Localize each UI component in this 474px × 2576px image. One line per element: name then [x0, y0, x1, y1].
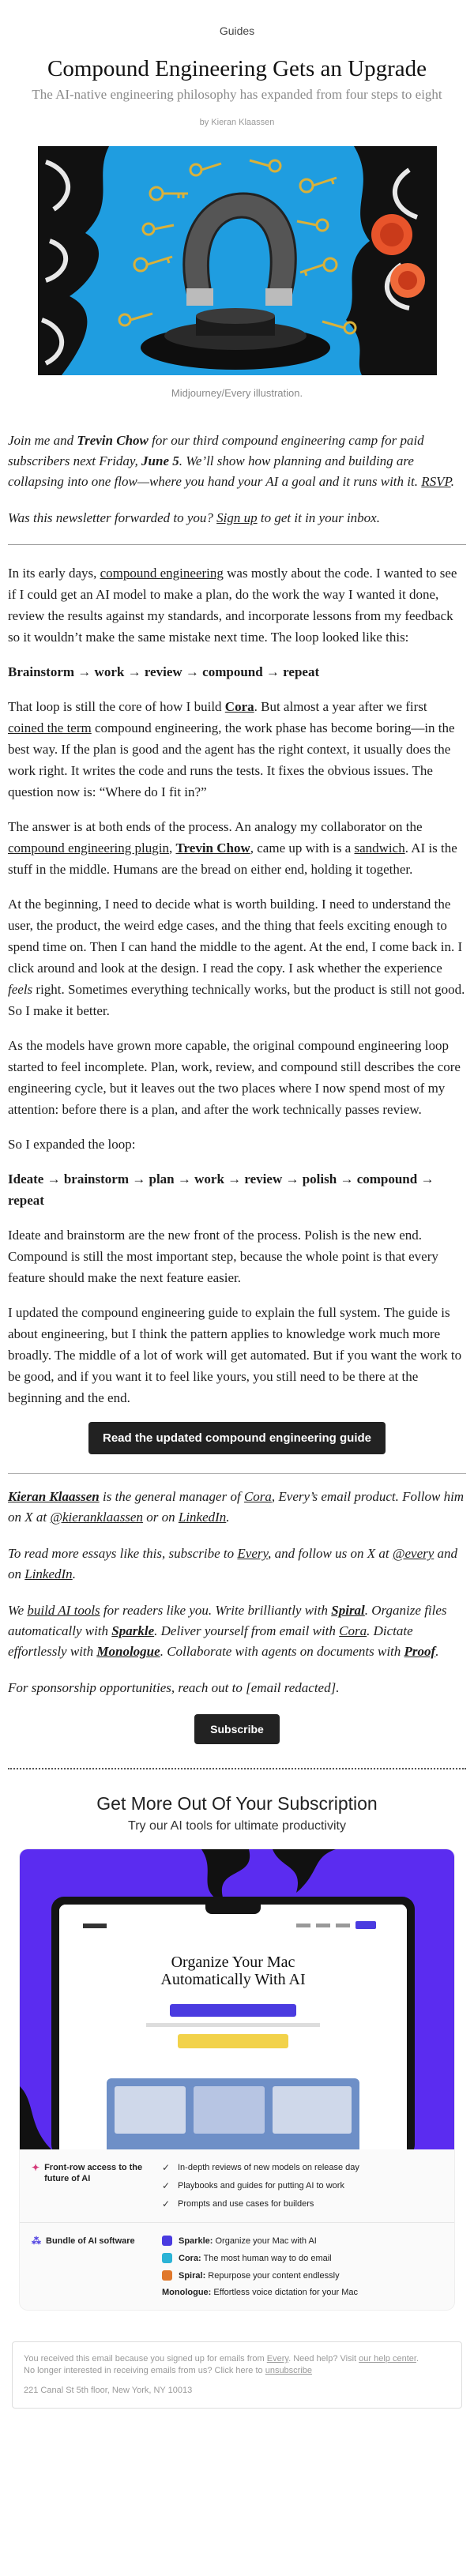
proof-link[interactable]: Proof — [404, 1644, 436, 1659]
laptop-mockup — [51, 1897, 415, 2149]
section-label: Guides — [219, 24, 255, 37]
intro — [8, 431, 466, 528]
every-footer-link[interactable]: Every — [266, 2354, 289, 2364]
trevin-link[interactable]: Trevin Chow — [175, 840, 250, 856]
check-icon: ✓ — [162, 2162, 171, 2173]
article-subtitle: The AI-native engineering philosophy has expanded from four steps to eight — [32, 87, 442, 102]
every-link[interactable]: Every — [237, 1546, 269, 1561]
app-item-cora[interactable]: Cora: The most human way to do email — [162, 2253, 442, 2263]
promo-divider — [8, 1768, 466, 1769]
list-item: ✓ Playbooks and guides for putting AI to work — [162, 2180, 344, 2191]
author-linkedin-link[interactable]: LinkedIn — [178, 1510, 227, 1525]
intro-divider — [8, 544, 466, 545]
rsvp-link[interactable]: RSVP — [421, 474, 451, 489]
article-body — [8, 562, 466, 1454]
list-item: ✓ In-depth reviews of new models on release day — [162, 2162, 359, 2173]
signup-link[interactable]: Sign up — [216, 510, 258, 525]
subscribe-container — [8, 1714, 466, 1744]
sparkle-link[interactable]: Sparkle — [111, 1623, 155, 1638]
app-item-sparkle[interactable]: Sparkle: Organize your Mac with AI — [162, 2236, 442, 2246]
promo-subtitle: Try our AI tools for ultimate productivity — [128, 1819, 346, 1833]
tools-note: We build AI tools for readers like you. Write brilliantly with Spiral. Organize files automatically with Sparkle. Deliver yourself from email with Cora. Dictate effortlessly with Monologue. Collaborate with agents on documents with Proof. — [8, 1603, 447, 1659]
ai-tools-link[interactable]: build AI tools — [27, 1603, 100, 1618]
trevin-name: Trevin Chow — [77, 433, 149, 448]
cta-container — [8, 1422, 466, 1454]
every-x-link[interactable]: @every — [392, 1546, 434, 1561]
forwarded-note: Was this newsletter forwarded to you? Sign up to get it in your inbox. — [8, 510, 380, 525]
read-guide-button[interactable]: Read the updated compound engineering guide — [88, 1422, 386, 1454]
paragraph: Ideate and brainstorm are the new front of the process. Polish is the new end. Compound is still the most important step, because the whole point is that every feature should make the next feature easier. — [8, 1228, 438, 1285]
sponsorship-note: For sponsorship opportunities, reach out to [email redacted]. — [8, 1680, 340, 1695]
hero-illustration — [38, 146, 437, 375]
camp-date: June 5 — [141, 453, 179, 468]
loop-expanded: Ideate → brainstorm → plan → work → review → polish → compound → repeat — [8, 1171, 434, 1208]
check-icon: ✓ — [162, 2180, 171, 2191]
feature-row-access: ✦ Front-row access to the future of AI ✓ In-depth reviews of new models on release day ✓ Playbooks and guides for putting AI to work ✓ Prompts and use cases for builders — [20, 2149, 454, 2223]
legal-footer — [12, 2341, 462, 2409]
cora-link[interactable]: Cora — [339, 1623, 367, 1638]
subscribe-button[interactable]: Subscribe — [194, 1714, 280, 1744]
article-footer — [8, 1487, 466, 1744]
author-bio: Kieran Klaassen is the general manager of Cora, Every’s email product. Follow him on X at @kieranklaassen or on LinkedIn. — [8, 1489, 465, 1525]
app-item-spiral[interactable]: Spiral: Repurpose your content endlessly — [162, 2270, 442, 2281]
monologue-link[interactable]: Monologue — [96, 1644, 160, 1659]
promo-title: Get More Out Of Your Subscription — [96, 1793, 378, 1814]
camp-announcement: Join me and Trevin Chow for our third compound engineering camp for paid subscribers next Friday, June 5. We’ll show how planning and building are collapsing into one flow—where you hand your AI a goal and it runs with it. RSVP. — [8, 433, 454, 489]
list-item: ✓ Prompts and use cases for builders — [162, 2198, 314, 2209]
feature-row-bundle: ⁂ Bundle of AI software Sparkle: Organize your Mac with AI Cora: The most human way to do email Spiral: Repurpose your content endlessly Monologue: Effortless voice dictation for your Mac — [20, 2223, 454, 2310]
laptop-notch — [205, 1905, 261, 1914]
subscribe-note: To read more essays like this, subscribe to Every, and follow us on X at @every and on LinkedIn. — [8, 1546, 458, 1581]
compound-engineering-link[interactable]: compound engineering — [100, 566, 224, 581]
cora-link[interactable]: Cora — [243, 1489, 272, 1504]
spiral-link[interactable]: Spiral — [331, 1603, 365, 1618]
paragraph: In its early days, compound engineering was mostly about the code. I wanted to see if I could get an AI model to make a plan, do the work the way I wanted it done, review the results against my standards, and incorporate lessons from my feedback so it wouldn’t make the same mistake next time. The loop looked like this: — [8, 566, 457, 645]
sparkle-site-preview — [59, 1905, 407, 2149]
cora-link[interactable]: Cora — [224, 699, 254, 714]
cora-app-icon — [162, 2253, 172, 2263]
app-item-monologue[interactable]: Monologue: Effortless voice dictation for your Mac — [162, 2288, 358, 2297]
spiral-app-icon — [162, 2270, 172, 2281]
promo-image — [20, 1849, 454, 2149]
check-icon: ✓ — [162, 2198, 171, 2209]
every-linkedin-link[interactable]: LinkedIn — [24, 1566, 73, 1581]
sparkle-app-icon — [162, 2236, 172, 2246]
legal-reason: You received this email because you signed up for emails from Every. Need help? Visit our help center. — [24, 2354, 419, 2364]
plugin-link[interactable]: compound engineering plugin — [8, 840, 169, 856]
article-title: Compound Engineering Gets an Upgrade — [47, 56, 427, 81]
magnet-keys-illustration — [38, 146, 437, 375]
author-x-link[interactable]: @kieranklaassen — [50, 1510, 143, 1525]
legal-unsubscribe: No longer interested in receiving emails from us? Click here to unsubscribe — [24, 2366, 313, 2375]
mailing-address: 221 Canal St 5th floor, New York, NY 10013 — [24, 2386, 193, 2395]
unsubscribe-link[interactable]: unsubscribe — [265, 2366, 313, 2375]
footer-divider — [8, 1473, 466, 1474]
hero-caption: Midjourney/Every illustration. — [171, 387, 303, 399]
access-benefits — [162, 2162, 442, 2209]
paragraph: As the models have grown more capable, the original compound engineering loop started to feel incomplete. Plan, work, review, and compound still describes the core engineering cycle, but it leaves out the two places where I now spend most of my attention: before there is a plan, and after the work technically passes review. — [8, 1038, 461, 1117]
apps-icon: ⁂ — [32, 2236, 41, 2247]
bundle-apps — [162, 2236, 442, 2297]
byline: by Kieran Klaassen — [199, 118, 275, 127]
paragraph: The answer is at both ends of the process. An analogy my collaborator on the compound engineering plugin, Trevin Chow, came up with is a sandwich. AI is the stuff in the middle. Humans are the bread on either end, holding it together. — [8, 819, 457, 877]
sparkle-icon: ✦ — [32, 2162, 40, 2173]
paragraph: I updated the compound engineering guide to explain the full system. The guide is about engineering, but I think the pattern applies to knowledge work much more broadly. The middle of a lot of work will get automated. But if you want the work to be good, and if you want it to feel like yours, you still need to be there at the beginning and the end. — [8, 1305, 462, 1405]
promo-card[interactable] — [20, 1849, 454, 2310]
paragraph: So I expanded the loop: — [8, 1137, 136, 1152]
loop-original: Brainstorm → work → review → compound → repeat — [8, 664, 320, 679]
coined-term-link[interactable]: coined the term — [8, 720, 92, 735]
paragraph: That loop is still the core of how I build Cora. But almost a year after we first coined the term compound engineering, the work phase has become boring—in the best way. If the plan is good and the agent has the right context, it usually does the work right. It writes the code and runs the tests. It fixes the obvious issues. The question now is: “Where do I fit in?” — [8, 699, 455, 799]
screen-headline: Organize Your Mac Automatically With AI — [160, 1954, 306, 1988]
sandwich-link[interactable]: sandwich — [354, 840, 405, 856]
author-link[interactable]: Kieran Klaassen — [8, 1489, 100, 1504]
help-center-link[interactable]: our help center — [359, 2354, 416, 2364]
paragraph: At the beginning, I need to decide what is worth building. I need to understand the user, the product, the weird edge cases, and the thing that feels exciting enough to spend time on. Then I can hand the middle to the agent. At the end, I come back in. I click around and look at the design. I read the copy. I ask whether the experience feels right. Sometimes everything technically works, but the product is still not good. So I make it better. — [8, 897, 465, 1018]
laptop-screen — [59, 1905, 407, 2149]
